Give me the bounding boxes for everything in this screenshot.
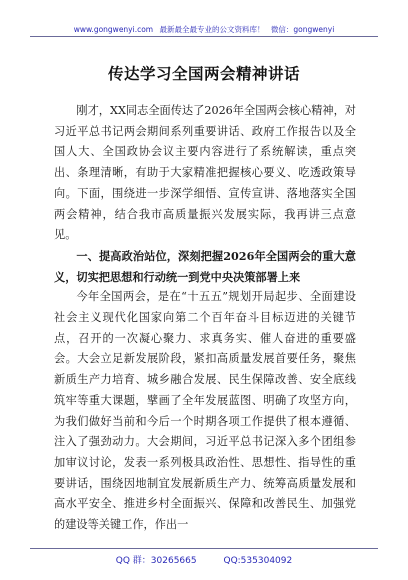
footer-qq: QQ:535304092	[223, 556, 293, 566]
body-paragraph: 今年全国两会，是在“十五五”规划开局起步、全面建设社会主义现代化国家向第二个百年奋斗目标迈进的关键节点，召开的一次凝心聚力、求真务实、催人奋进的重要盛会。大会立足新发展阶段，紧扣高质量发展首要任务，聚焦新质生产力培育、城乡融合发展、民生保障改善、安全底线筑牢等重大课题，擘画了全年发展蓝图、明确了攻坚方向，为我们做好当前和今后一个时期各项工作提供了根本遵循、注入了强劲动力。大会期间，习近平总书记深入多个团组参加审议讨论，发表一系列极具政治性、思想性、指导性的重要讲话，围绕因地制宜发展新质生产力、统筹高质量发展和高水平安全、推进乡村全面振兴、保障和改善民生、加强党的建设等关键工作，作出一	[54, 290, 356, 532]
document-body	[54, 101, 356, 536]
page-footer	[0, 553, 408, 566]
page-header	[0, 24, 408, 35]
header-website: www.gongwenyi.com	[73, 25, 154, 34]
body-paragraph: 刚才，XX同志全面传达了2026年全国两会核心精神，对习近平总书记两会期间系列重要讲话、政府工作报告以及全国人大、全国政协会议主要内容进行了系统解读，重点突出、条理清晰，有助于大家精准把握核心要义、吃透政策导向。下面，围绕进一步深学细悟、宣传宣讲、落地落实全国两会精神，结合我市高质量振兴发展实际，我再讲三点意见。	[54, 104, 356, 242]
header-divider	[30, 36, 378, 37]
document-title: 传达学习全国两会精神讲话	[107, 64, 300, 83]
header-wechat: 微信：gongwenyi	[270, 25, 335, 34]
footer-qq-group: QQ 群：30265665	[115, 556, 197, 566]
section-heading: 一、提高政治站位，深刻把握2026年全国两会的重大意义，切实把思想和行动统一到党中央决策部署上来	[54, 248, 356, 284]
footer-divider	[30, 548, 378, 549]
header-slogan: 最新最全最专业的公文资料库！	[159, 25, 265, 34]
